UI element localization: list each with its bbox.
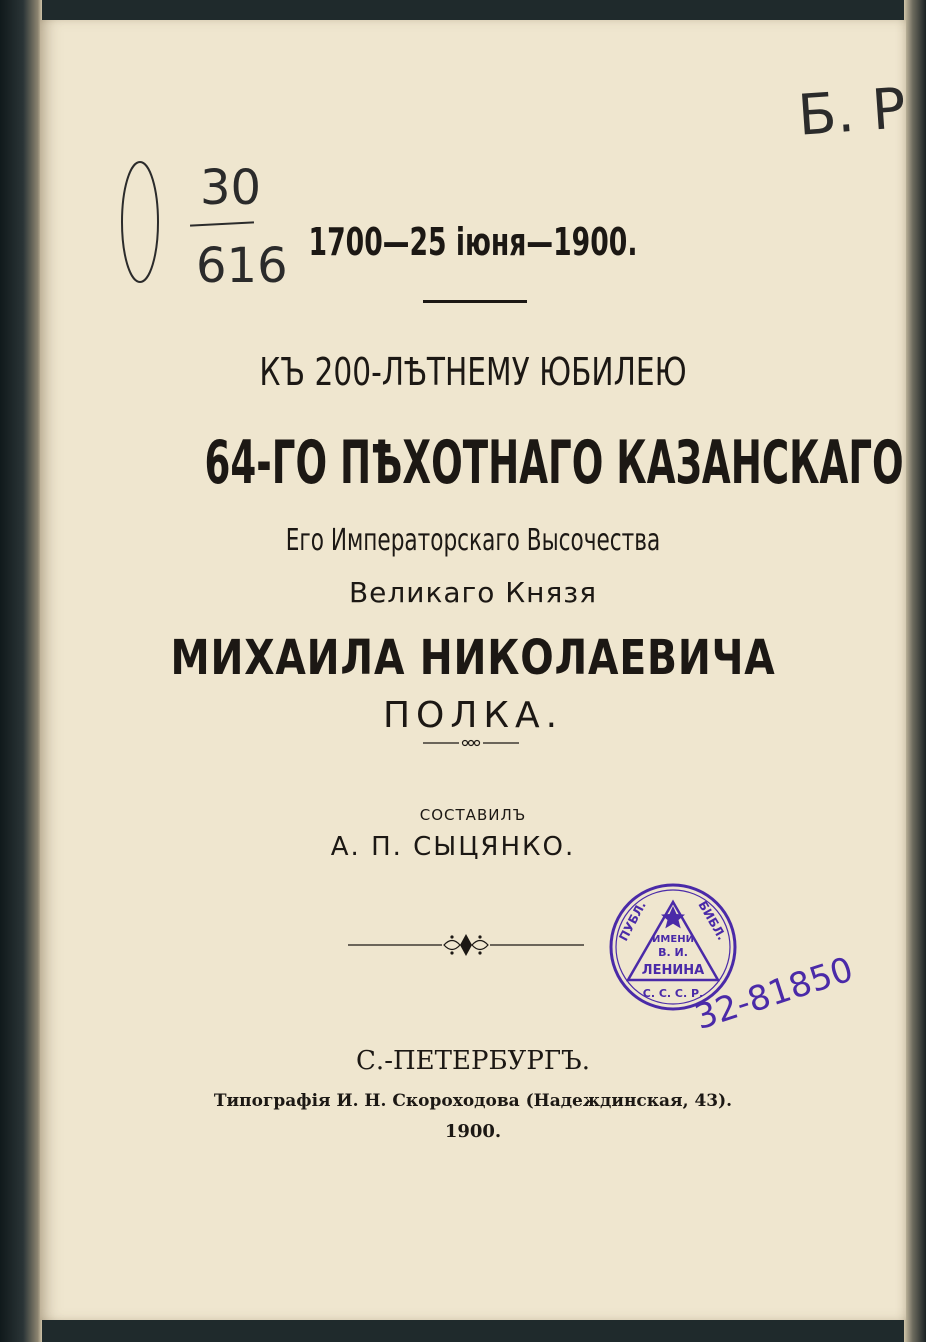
name-line: МИХАИЛА НИКОЛАЕВИЧА bbox=[170, 630, 776, 686]
book-binding bbox=[0, 0, 42, 1342]
shelf-mark-top: 30 bbox=[200, 160, 262, 216]
shelf-mark-bottom: 616 bbox=[196, 238, 288, 294]
date-line: 1700—25 іюня—1900. bbox=[308, 220, 638, 264]
ornament-divider bbox=[423, 737, 519, 749]
divider-rule bbox=[423, 300, 527, 303]
page-edge bbox=[904, 0, 926, 1342]
regiment-title: 64-ГО ПѢХОТНАГО КАЗАНСКАГО bbox=[204, 428, 904, 498]
dedication-line: КЪ 200-ЛѢТНЕМУ ЮБИЛЕЮ bbox=[259, 350, 687, 394]
author-name: А. П. СЫЦЯНКО. bbox=[330, 832, 576, 862]
grand-duke-line: Великаго Князя bbox=[348, 576, 598, 609]
stamp-text-bottom: С. С. С. Р. bbox=[642, 987, 704, 1000]
stamp-text-top-right: БИБЛ. bbox=[695, 898, 729, 943]
fleuron-ornament bbox=[348, 932, 584, 958]
compiled-by-label: СОСТАВИЛЪ bbox=[419, 806, 527, 824]
imprint-city: С.-ПЕТЕРБУРГЪ. bbox=[356, 1046, 590, 1076]
stamp-text-top-left: ПУБЛ. bbox=[616, 898, 649, 944]
call-number: 32-81850 bbox=[690, 949, 859, 1039]
highness-line: Его Императорскаго Высочества bbox=[285, 523, 661, 558]
stamp-text-initials: В. И. bbox=[658, 946, 688, 959]
imprint-year: 1900. bbox=[444, 1121, 502, 1142]
regiment-word: ПОЛКА. bbox=[382, 695, 564, 736]
title-page bbox=[40, 20, 906, 1320]
imprint-printer: Типографія И. Н. Скороходова (Надеждинская, 43). bbox=[213, 1091, 733, 1111]
stamp-text-name: ЛЕНИНА bbox=[641, 963, 705, 978]
handwritten-mark: Б. Р bbox=[795, 76, 908, 149]
stamp-text-imeni: ИМЕНИ bbox=[652, 934, 694, 945]
